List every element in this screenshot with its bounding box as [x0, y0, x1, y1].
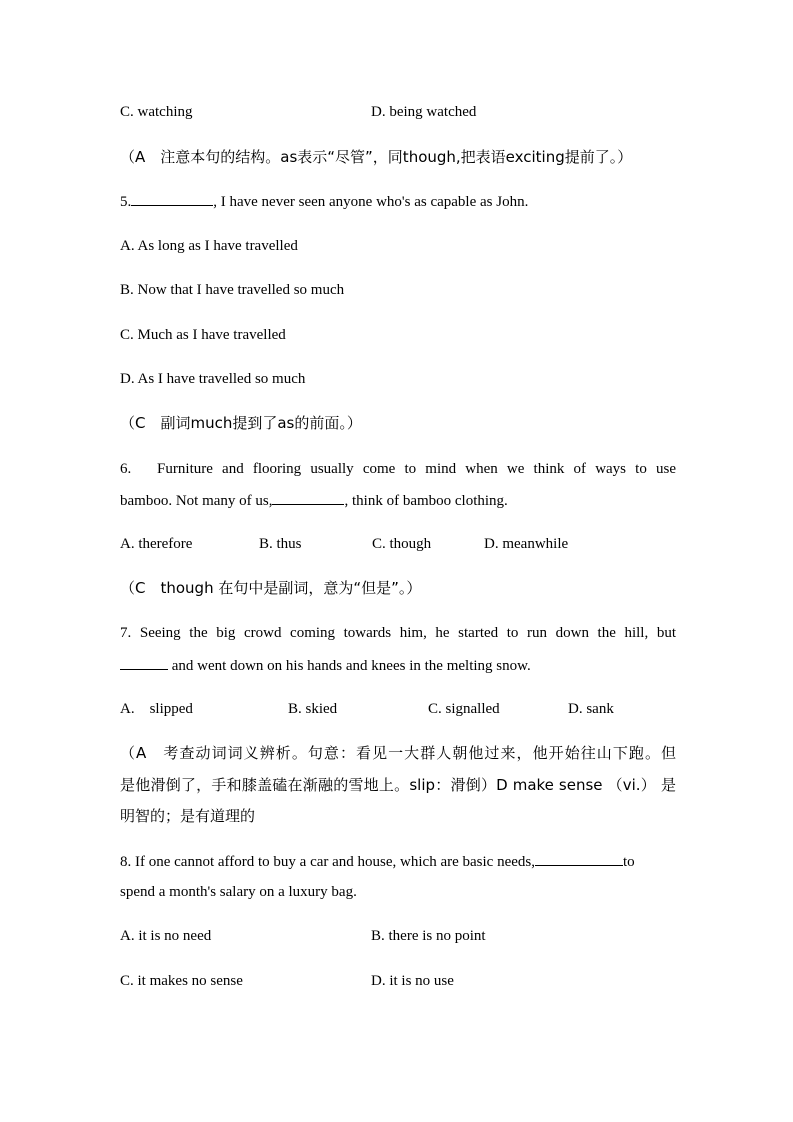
- q7-option-d: D. sank: [568, 701, 614, 717]
- q7-stem-line2-end: and went down on his hands and knees in the melting snow.: [168, 658, 531, 674]
- q7-answer-line2: 是他滑倒了，手和膝盖磕在渐融的雪地上。slip：滑倒）D make sense （vi.） 是: [120, 776, 676, 794]
- q7-option-b: B. skied: [288, 701, 338, 717]
- q5-answer: （C 副词much提到了as的前面。）: [120, 414, 362, 432]
- q6-blank: [272, 490, 344, 505]
- q8-option-a: A. it is no need: [120, 928, 212, 944]
- q5-stem-rest: , I have never seen anyone who's as capable as John.: [213, 194, 529, 210]
- q8-stem-line2: spend a month's salary on a luxury bag.: [120, 884, 357, 900]
- q5-stem: [120, 191, 528, 212]
- q6-stem-line2-end: , think of bamboo clothing.: [344, 493, 508, 509]
- q6-option-b: B. thus: [259, 536, 302, 552]
- q7-answer-line1: （A 考查动词词义辨析。句意：看见一大群人朝他过来，他开始往山下跑。但: [120, 744, 676, 762]
- q4-option-c: C. watching: [120, 104, 193, 120]
- q5-number: 5.: [120, 194, 132, 210]
- q7-stem-line1: 7. Seeing the big crowd coming towards him, he started to run down the hill, but: [120, 625, 676, 641]
- q7-blank: [120, 655, 168, 670]
- q6-stem-line2-start: bamboo. Not many of us,: [120, 493, 273, 509]
- q8-option-d: D. it is no use: [371, 973, 454, 989]
- q5-option-a: A. As long as I have travelled: [120, 238, 298, 254]
- q8-option-c: C. it makes no sense: [120, 973, 243, 989]
- q8-option-b: B. there is no point: [371, 928, 486, 944]
- q6-answer: （C though 在句中是副词，意为“但是”。）: [120, 579, 422, 597]
- q6-option-c: C. though: [372, 536, 432, 552]
- q4-option-d: D. being watched: [371, 104, 477, 120]
- q4-answer: （A 注意本句的结构。as表示“尽管”，同though,把表语exciting提前了。）: [120, 148, 633, 166]
- q7-option-c: C. signalled: [428, 701, 500, 717]
- q5-option-d: D. As I have travelled so much: [120, 371, 306, 387]
- q8-blank: [535, 851, 623, 866]
- q6-stem-line1: 6. Furniture and flooring usually come to mind when we think of ways to use: [120, 461, 676, 477]
- q7-stem-line2: [120, 655, 531, 676]
- q6-option-d: D. meanwhile: [484, 536, 569, 552]
- q8-stem-line1-end: to: [622, 854, 635, 870]
- q8-stem-line1-start: 8. If one cannot afford to buy a car and house, which are basic needs,: [120, 854, 535, 870]
- q5-option-c: C. Much as I have travelled: [120, 327, 286, 343]
- q7-option-a: A. slipped: [120, 701, 193, 717]
- q7-answer-line3: 明智的；是有道理的: [120, 807, 256, 825]
- q8-stem-line1: [120, 851, 635, 872]
- q5-option-b: B. Now that I have travelled so much: [120, 282, 345, 298]
- q6-stem-line2: [120, 490, 508, 511]
- q6-option-a: A. therefore: [120, 536, 193, 552]
- q5-blank: [131, 191, 213, 206]
